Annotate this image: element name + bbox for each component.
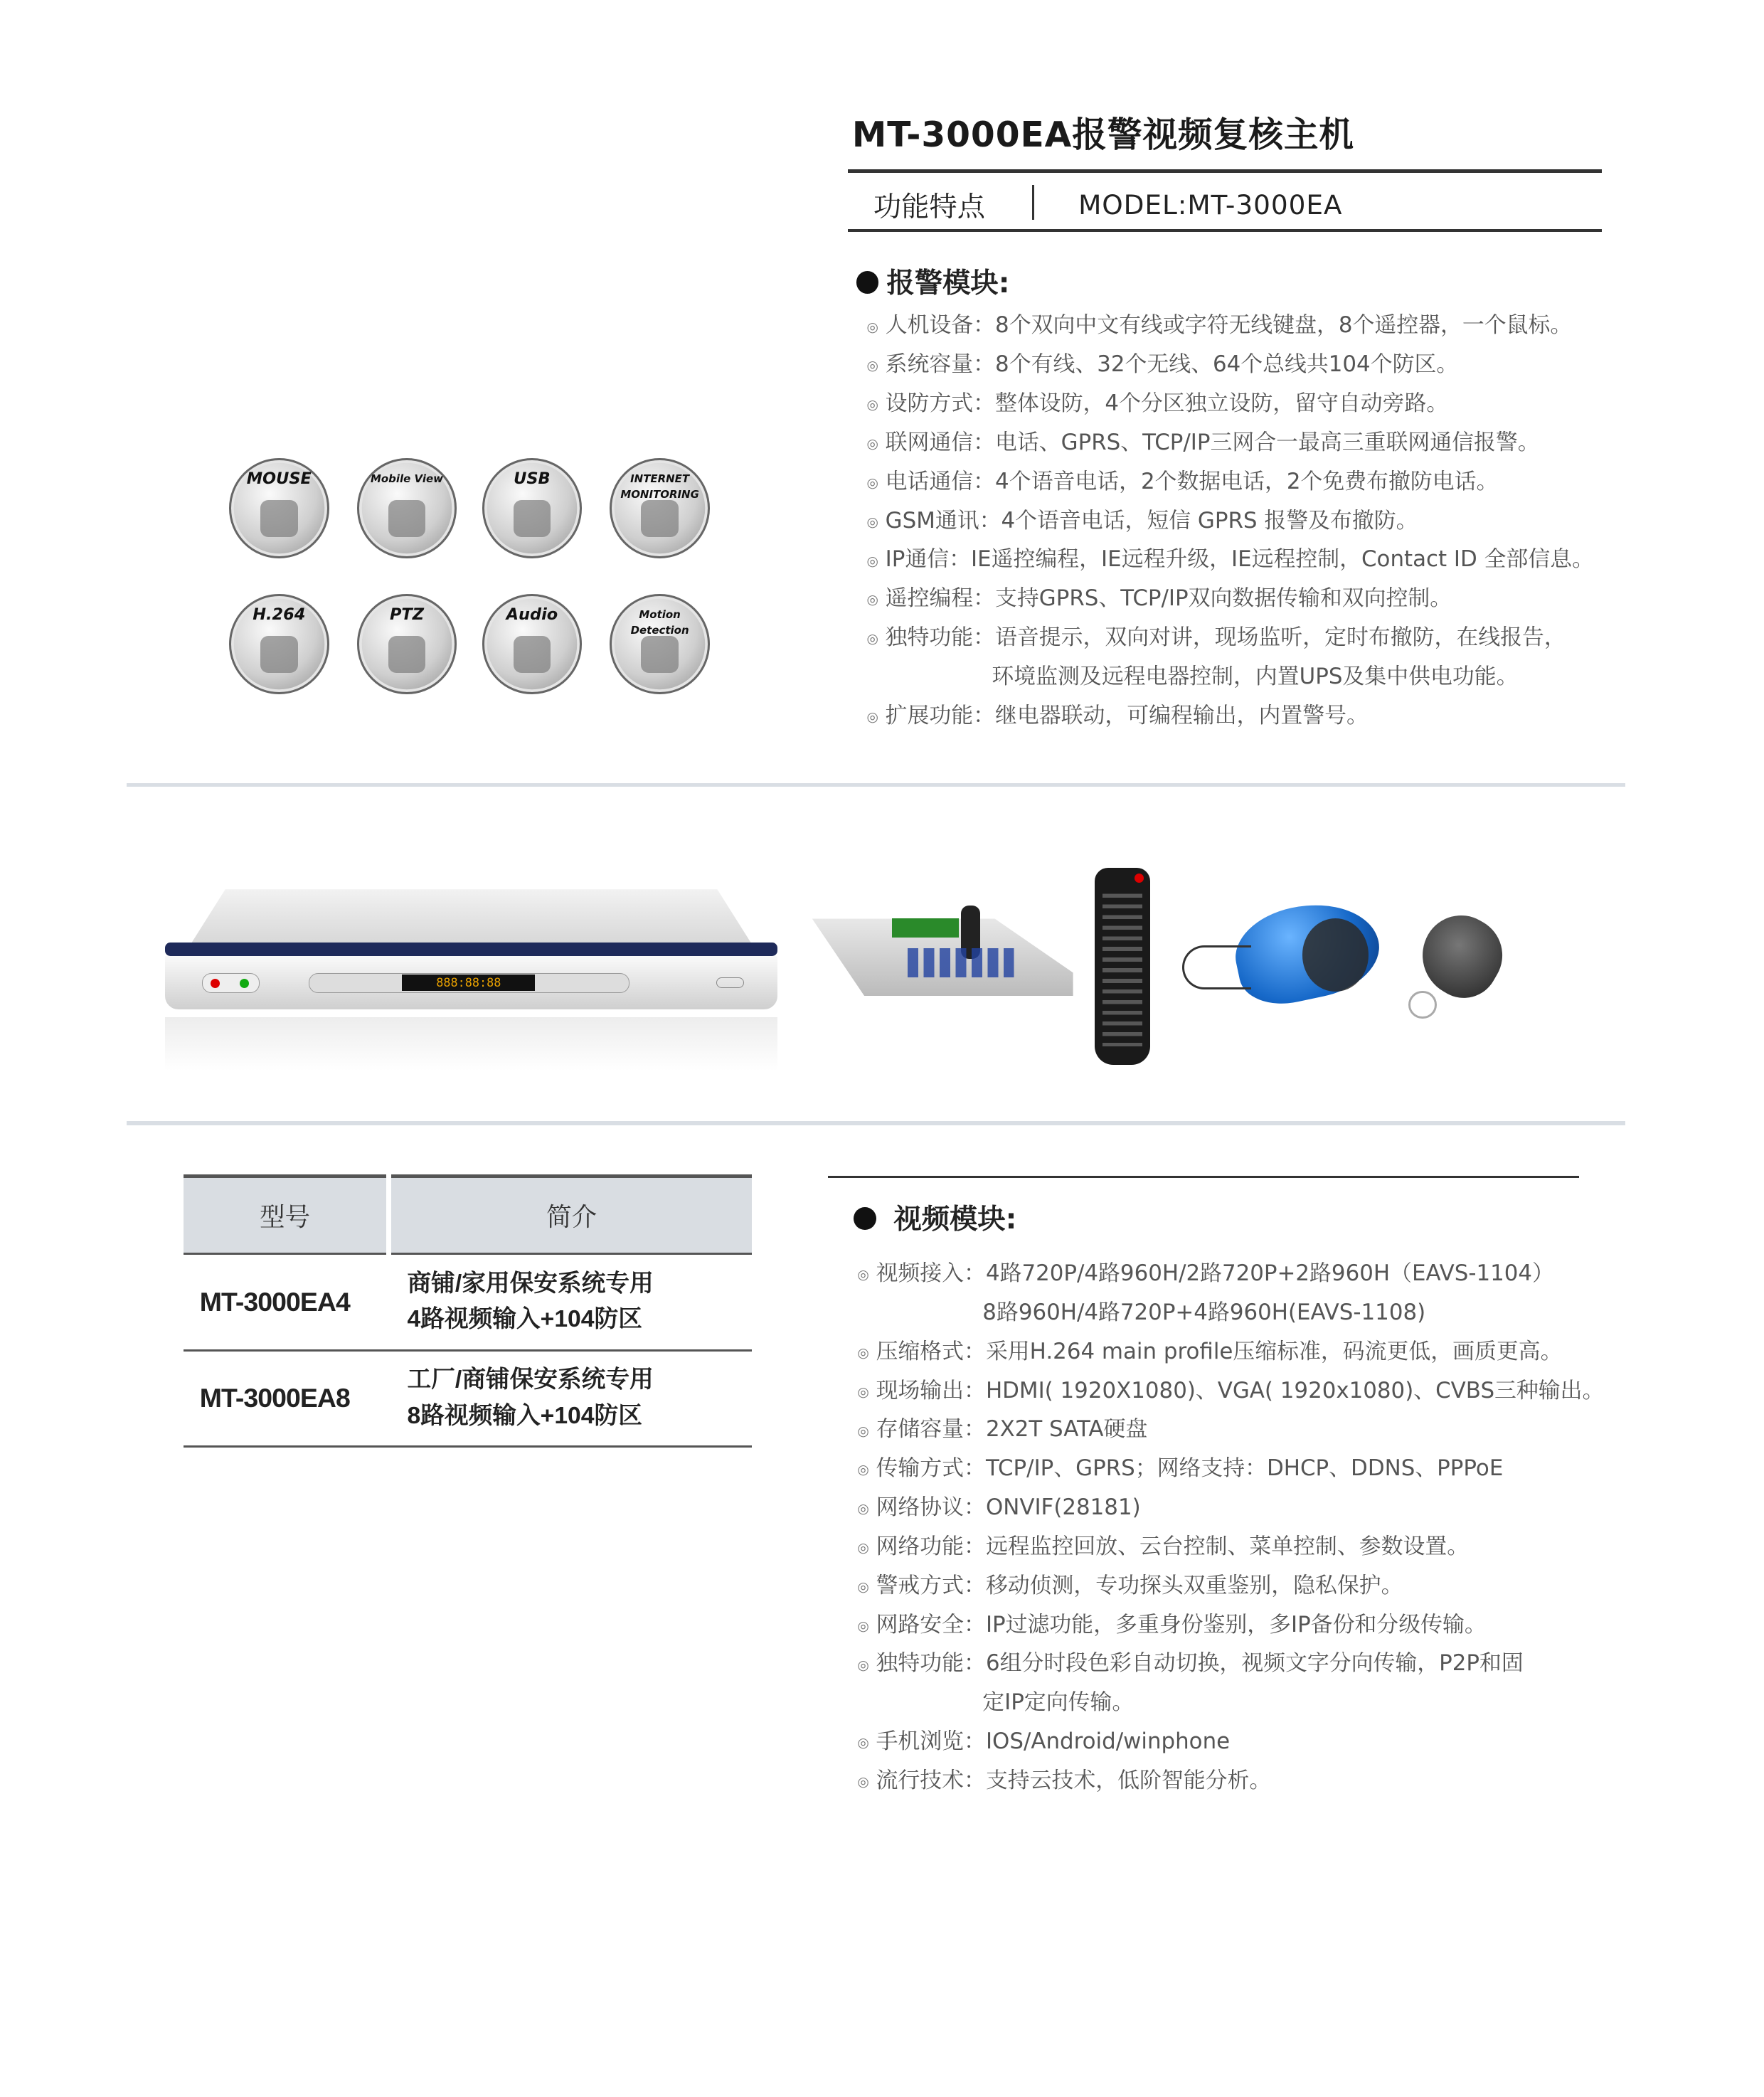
item-text: 支持GPRS、TCP/IP双向数据传输和双向控制。 xyxy=(995,585,1452,612)
circle-bullet-icon: ◎ xyxy=(857,1384,869,1400)
item-label: 压缩格式： xyxy=(876,1338,986,1364)
section-divider xyxy=(127,1121,1626,1125)
list-item xyxy=(857,1332,1604,1371)
model-table xyxy=(184,1174,752,1448)
heading-text: 报警模块: xyxy=(886,267,1010,299)
features-label: 功能特点 xyxy=(873,191,986,224)
icon-graphic xyxy=(260,636,297,673)
section-divider xyxy=(127,783,1626,787)
circle-bullet-icon: ◎ xyxy=(857,1423,869,1439)
list-item xyxy=(857,1605,1604,1645)
usb-icon xyxy=(482,458,583,558)
motion-detection-icon xyxy=(610,594,710,694)
circle-bullet-icon: ◎ xyxy=(866,632,878,647)
item-label: 系统容量： xyxy=(885,351,996,378)
model-cell: MT-3000EA4 xyxy=(184,1253,388,1350)
list-item xyxy=(866,696,1594,736)
circle-bullet-icon: ◎ xyxy=(857,1268,869,1283)
icon-graphic xyxy=(514,500,551,537)
h264-icon xyxy=(229,594,329,694)
divider xyxy=(828,1176,1579,1179)
item-text: 8个有线、32个无线、64个总线共104个防区。 xyxy=(995,351,1459,378)
alarm-feature-list xyxy=(866,306,1594,735)
circle-bullet-icon: ◎ xyxy=(857,1579,869,1595)
icon-label: H.264 xyxy=(253,605,306,624)
list-item xyxy=(857,1371,1604,1411)
table-row xyxy=(184,1253,752,1350)
item-text: 远程监控回放、云台控制、菜单控制、参数设置。 xyxy=(985,1533,1470,1559)
circle-bullet-icon: ◎ xyxy=(866,593,878,608)
item-text: 6组分时段色彩自动切换，视频文字分向传输，P2P和固 xyxy=(985,1650,1524,1677)
video-feature-list xyxy=(857,1254,1604,1800)
key-fob-image xyxy=(1398,916,1524,1036)
item-label: 现场输出： xyxy=(876,1377,986,1403)
list-item xyxy=(866,618,1594,657)
divider xyxy=(848,169,1601,174)
list-item xyxy=(866,306,1594,345)
item-label: 遥控编程： xyxy=(885,585,996,612)
item-text: IOS/Android/winphone xyxy=(985,1729,1231,1755)
item-text: 4路720P/4路960H/2路720P+2路960H（EAVS-1104） xyxy=(985,1260,1554,1287)
intro-cell xyxy=(388,1350,752,1447)
icon-label: PTZ xyxy=(389,605,425,624)
intro-line: 商铺/家用保安系统专用 xyxy=(407,1270,654,1297)
list-item xyxy=(866,345,1594,384)
internet-monitoring-icon xyxy=(610,458,710,558)
item-text: ONVIF(28181) xyxy=(985,1495,1141,1521)
model-cell: MT-3000EA8 xyxy=(184,1350,388,1447)
item-text: 4个语音电话，2个数据电话，2个免费布撤防电话。 xyxy=(995,468,1499,494)
bullet-icon xyxy=(854,1207,876,1230)
icon-graphic xyxy=(260,500,297,537)
item-label: 手机浏览： xyxy=(876,1729,986,1755)
list-item-continuation: 定IP定向传输。 xyxy=(982,1689,1135,1716)
audio-icon xyxy=(482,594,583,694)
item-label: 独特功能： xyxy=(876,1650,986,1677)
circle-bullet-icon: ◎ xyxy=(866,437,878,452)
list-item xyxy=(857,1254,1604,1293)
circle-bullet-icon: ◎ xyxy=(857,1502,869,1517)
list-item xyxy=(857,1527,1604,1566)
circle-bullet-icon: ◎ xyxy=(866,359,878,374)
item-text: 移动侦测，专功探头双重鉴别，隐私保护。 xyxy=(985,1572,1403,1598)
item-text: 继电器联动，可编程输出，内置警号。 xyxy=(995,702,1369,728)
item-label: 独特功能： xyxy=(885,625,996,651)
list-item xyxy=(857,1644,1604,1683)
item-label: 视频接入： xyxy=(876,1260,986,1287)
item-text: 语音提示，双向对讲，现场监听，定时布撤防，在线报告， xyxy=(995,625,1566,651)
item-label: 人机设备： xyxy=(885,312,996,339)
list-item xyxy=(857,1449,1604,1488)
video-module-heading xyxy=(854,1197,1017,1237)
circle-bullet-icon: ◎ xyxy=(857,1736,869,1751)
item-label: 流行技术： xyxy=(876,1767,986,1793)
icon-label: Mobile View xyxy=(371,472,443,485)
item-label: 警戒方式： xyxy=(876,1572,986,1598)
list-item-continuation: 环境监测及远程电器控制，内置UPS及集中供电功能。 xyxy=(992,663,1519,689)
circle-bullet-icon: ◎ xyxy=(866,475,878,491)
item-text: HDMI( 1920X1080)、VGA( 1920x1080)、CVBS三种输出。 xyxy=(985,1377,1605,1403)
icon-graphic xyxy=(388,500,425,537)
circle-bullet-icon: ◎ xyxy=(857,1462,869,1478)
remote-control-image xyxy=(1095,868,1151,1065)
list-item xyxy=(857,1488,1604,1527)
circle-bullet-icon: ◎ xyxy=(857,1657,869,1673)
icon-label: Motion Detection xyxy=(630,607,689,637)
page-title: MT-3000EA报警视频复核主机 xyxy=(851,115,1354,155)
model-label: MODEL:MT-3000EA xyxy=(1078,189,1343,221)
item-label: 电话通信： xyxy=(885,468,996,494)
item-text: 整体设防，4个分区独立设防，留守自动旁路。 xyxy=(995,391,1449,417)
ptz-icon xyxy=(357,594,457,694)
list-item xyxy=(866,540,1594,579)
circle-bullet-icon: ◎ xyxy=(866,709,878,725)
list-item xyxy=(857,1761,1604,1800)
item-label: 联网通信： xyxy=(885,429,996,455)
item-text: 支持云技术，低阶智能分析。 xyxy=(985,1767,1272,1793)
intro-cell xyxy=(388,1253,752,1350)
circle-bullet-icon: ◎ xyxy=(857,1345,869,1361)
circle-bullet-icon: ◎ xyxy=(857,1541,869,1556)
item-label: 网络功能： xyxy=(876,1533,986,1559)
item-label: 网络协议： xyxy=(876,1495,986,1521)
item-text: IE遥控编程，IE远程升级，IE远程控制，Contact ID 全部信息。 xyxy=(971,546,1595,573)
icon-label: INTERNET MONITORING xyxy=(620,472,699,501)
item-text: 2X2T SATA硬盘 xyxy=(985,1416,1148,1443)
item-label: 传输方式： xyxy=(876,1455,986,1482)
item-label: 扩展功能： xyxy=(885,702,996,728)
mobile-view-icon xyxy=(357,458,457,558)
circle-bullet-icon: ◎ xyxy=(866,398,878,413)
dvr-host-image xyxy=(165,889,777,1076)
column-header-model: 型号 xyxy=(184,1176,388,1253)
item-label: IP通信： xyxy=(885,546,972,573)
list-item xyxy=(857,1722,1604,1761)
list-item xyxy=(866,462,1594,501)
list-item xyxy=(866,384,1594,423)
column-header-intro: 简介 xyxy=(388,1176,752,1253)
item-label: 设防方式： xyxy=(885,391,996,417)
intro-line: 工厂/商铺保安系统专用 xyxy=(407,1366,654,1393)
item-text: TCP/IP、GPRS；网络支持：DHCP、DDNS、PPPoE xyxy=(985,1455,1504,1482)
alarm-module-heading xyxy=(856,261,1010,301)
table-header-row xyxy=(184,1176,752,1253)
mouse-icon xyxy=(229,458,329,558)
heading-text: 视频模块: xyxy=(893,1203,1017,1236)
icon-label: MOUSE xyxy=(246,469,312,488)
list-item xyxy=(857,1566,1604,1605)
intro-line: 8路视频输入+104防区 xyxy=(407,1402,642,1429)
mouse-image xyxy=(1182,906,1382,1025)
icon-graphic xyxy=(641,500,678,537)
circle-bullet-icon: ◎ xyxy=(866,514,878,530)
icon-label: Audio xyxy=(506,605,558,624)
icon-graphic xyxy=(514,636,551,673)
bullet-icon xyxy=(856,271,879,294)
ptz-keyboard-image xyxy=(812,906,1073,1009)
circle-bullet-icon: ◎ xyxy=(866,319,878,335)
circle-bullet-icon: ◎ xyxy=(866,553,878,569)
circle-bullet-icon: ◎ xyxy=(857,1775,869,1790)
item-text: 8个双向中文有线或字符无线键盘，8个遥控器，一个鼠标。 xyxy=(995,312,1573,339)
dvr-display: 888:88:88 xyxy=(402,975,535,990)
list-item-continuation: 8路960H/4路720P+4路960H(EAVS-1108) xyxy=(982,1299,1426,1325)
item-text: IP过滤功能，多重身份鉴别，多IP备份和分级传输。 xyxy=(985,1611,1487,1637)
intro-line: 4路视频输入+104防区 xyxy=(407,1306,642,1333)
icon-graphic xyxy=(641,636,678,673)
circle-bullet-icon: ◎ xyxy=(857,1618,869,1634)
table-row xyxy=(184,1350,752,1447)
divider xyxy=(848,229,1601,232)
item-text: 4个语音电话，短信 GPRS 报警及布撤防。 xyxy=(1001,507,1418,533)
item-label: 存储容量： xyxy=(876,1416,986,1443)
icon-graphic xyxy=(388,636,425,673)
item-label: 网路安全： xyxy=(876,1611,986,1637)
list-item xyxy=(857,1410,1604,1449)
icon-label: USB xyxy=(514,469,551,488)
list-item xyxy=(866,423,1594,462)
list-item xyxy=(866,579,1594,618)
item-text: 电话、GPRS、TCP/IP三网合一最高三重联网通信报警。 xyxy=(995,429,1540,455)
item-label: GSM通讯： xyxy=(885,507,1001,533)
list-item xyxy=(866,501,1594,541)
item-text: 采用H.264 main profile压缩标准，码流更低，画质更高。 xyxy=(985,1338,1563,1364)
divider xyxy=(1032,185,1035,220)
